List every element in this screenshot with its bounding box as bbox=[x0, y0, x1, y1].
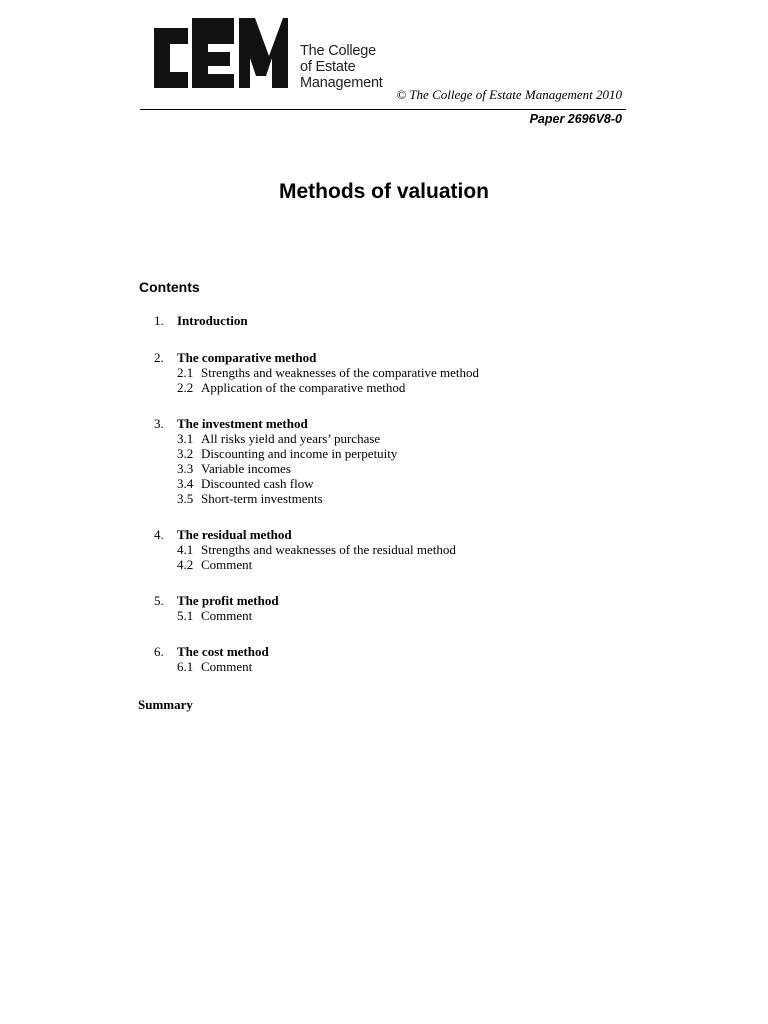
toc-section-number: 5. bbox=[154, 593, 164, 608]
toc-section-number: 6. bbox=[154, 644, 164, 659]
toc-section-title: The comparative method bbox=[177, 350, 317, 365]
paper-number: Paper 2696V8-0 bbox=[529, 112, 622, 126]
toc-subsection bbox=[177, 542, 456, 557]
toc-subsection-title: Comment bbox=[201, 659, 253, 674]
toc-subsection-number: 3.2 bbox=[177, 446, 194, 461]
toc-subsection-title: Discounted cash flow bbox=[201, 476, 314, 491]
toc-subsection-number: 3.5 bbox=[177, 491, 194, 506]
toc-subsection-title: Discounting and income in perpetuity bbox=[201, 446, 398, 461]
copyright-notice: © The College of Estate Management 2010 bbox=[396, 87, 622, 102]
toc-section-title: The profit method bbox=[177, 593, 279, 608]
toc-subsection-number: 3.1 bbox=[177, 431, 194, 446]
logo-line-3: Management bbox=[300, 75, 383, 91]
toc-subsection-number: 3.4 bbox=[177, 476, 194, 491]
toc-subsection-number: 4.2 bbox=[177, 557, 194, 572]
toc-section-number: 1. bbox=[154, 313, 164, 328]
toc-subsection-title: Strengths and weaknesses of the comparative method bbox=[201, 365, 479, 380]
toc-subsection bbox=[177, 659, 252, 674]
toc-section-title: Introduction bbox=[177, 313, 248, 328]
toc-subsection bbox=[177, 431, 380, 446]
toc-subsection-title: Variable incomes bbox=[201, 461, 291, 476]
toc-subsection-title: Comment bbox=[201, 557, 253, 572]
toc-subsection bbox=[177, 461, 291, 476]
toc-subsection-title: Comment bbox=[201, 608, 253, 623]
toc-subsection bbox=[177, 446, 397, 461]
toc-section-number: 2. bbox=[154, 350, 164, 365]
toc-subsection-number: 4.1 bbox=[177, 542, 194, 557]
toc-section-number: 4. bbox=[154, 527, 164, 542]
toc-subsection-number: 3.3 bbox=[177, 461, 194, 476]
toc-subsection-number: 2.1 bbox=[177, 365, 194, 380]
toc-section-title: The residual method bbox=[177, 527, 292, 542]
toc-subsection-title: All risks yield and years’ purchase bbox=[201, 431, 381, 446]
toc-subsection-number: 6.1 bbox=[177, 659, 194, 674]
toc-subsection-title: Application of the comparative method bbox=[201, 380, 406, 395]
toc-subsection bbox=[177, 380, 405, 395]
logo-line-1: The College bbox=[300, 43, 376, 59]
toc-subsection bbox=[177, 365, 479, 380]
contents-heading: Contents bbox=[139, 279, 200, 295]
logo-line-2: of Estate bbox=[300, 59, 356, 75]
toc-subsection-title: Strengths and weaknesses of the residual method bbox=[201, 542, 456, 557]
toc-subsection-number: 5.1 bbox=[177, 608, 194, 623]
toc-subsection bbox=[177, 476, 314, 491]
toc-subsection bbox=[177, 557, 252, 572]
toc-section-number: 3. bbox=[154, 416, 164, 431]
toc-subsection-title: Short-term investments bbox=[201, 491, 323, 506]
toc-section-title: The investment method bbox=[177, 416, 308, 431]
toc-summary: Summary bbox=[138, 697, 193, 712]
toc-subsection-number: 2.2 bbox=[177, 380, 194, 395]
toc-subsection bbox=[177, 491, 323, 506]
document-title: Methods of valuation bbox=[279, 180, 489, 203]
toc-section-title: The cost method bbox=[177, 644, 269, 659]
toc-subsection bbox=[177, 608, 252, 623]
